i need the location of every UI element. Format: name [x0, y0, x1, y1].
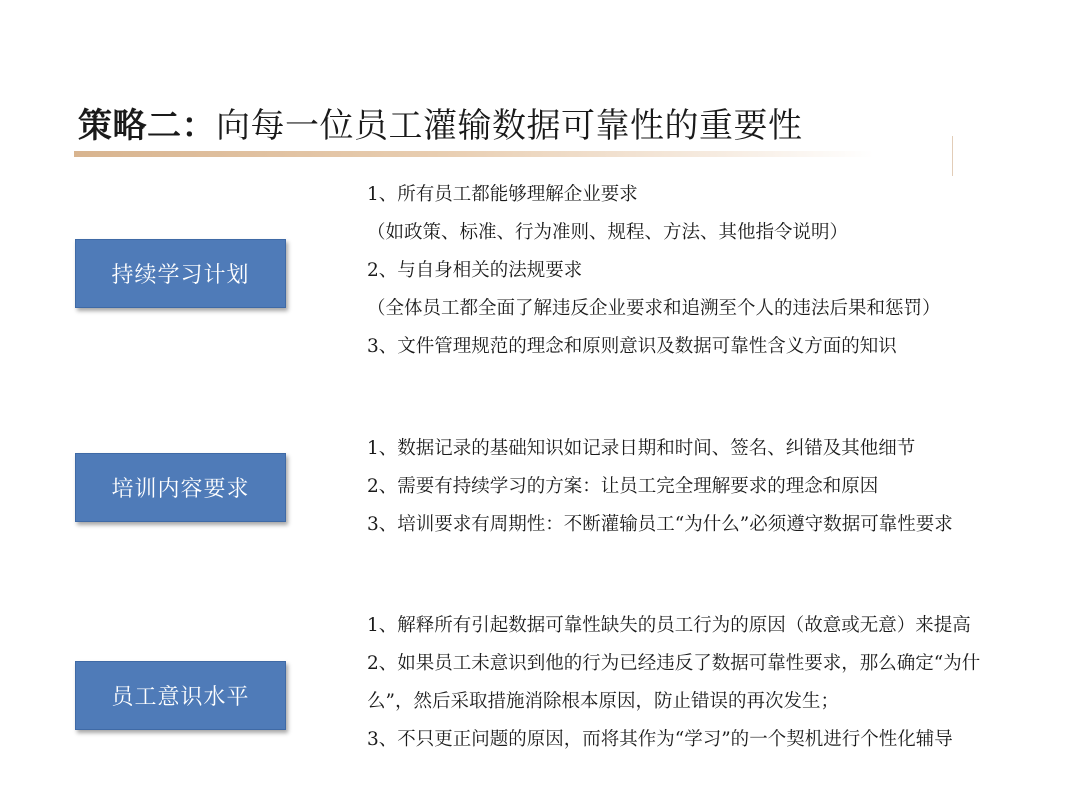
- list-item: 么”，然后采取措施消除根本原因，防止错误的再次发生；: [367, 691, 839, 712]
- section-list-training-content: [367, 430, 953, 544]
- section-list-continuous-learning: [367, 176, 941, 366]
- title-text: 向每一位员工灌输数据可靠性的重要性: [216, 106, 803, 146]
- list-item: 3、文件管理规范的理念和原则意识及数据可靠性含义方面的知识: [367, 336, 897, 357]
- list-item: （如政策、标准、行为准则、规程、方法、其他指令说明）: [367, 222, 849, 243]
- section-label-continuous-learning: [75, 239, 286, 308]
- list-item: 2、如果员工未意识到他的行为已经违反了数据可靠性要求，那么确定“为什: [367, 653, 981, 674]
- section-list-employee-awareness: [367, 607, 980, 759]
- list-item: 2、需要有持续学习的方案：让员工完全理解要求的理念和原因: [367, 476, 879, 497]
- section-label-text: 持续学习计划: [111, 263, 250, 288]
- list-item: 3、培训要求有周期性：不断灌输员工“为什么”必须遵守数据可靠性要求: [367, 514, 953, 535]
- title-prefix: 策略二：: [78, 106, 216, 146]
- list-item: 1、数据记录的基础知识如记录日期和时间、签名、纠错及其他细节: [367, 438, 916, 459]
- list-item: 2、与自身相关的法规要求: [367, 260, 583, 281]
- section-label-employee-awareness: [75, 661, 286, 730]
- list-item: 3、不只更正问题的原因，而将其作为“学习”的一个契机进行个性化辅导: [367, 729, 953, 750]
- title-underline: [74, 151, 874, 157]
- section-label-text: 培训内容要求: [111, 477, 250, 502]
- section-label-training-content: [75, 453, 286, 522]
- decorative-divider: [952, 136, 953, 176]
- list-item: （全体员工都全面了解违反企业要求和追溯至个人的违法后果和惩罚）: [367, 298, 941, 319]
- section-label-text: 员工意识水平: [111, 685, 250, 710]
- list-item: 1、所有员工都能够理解企业要求: [367, 184, 638, 205]
- list-item: 1、解释所有引起数据可靠性缺失的员工行为的原因（故意或无意）来提高: [367, 615, 971, 636]
- page-title: [78, 100, 803, 152]
